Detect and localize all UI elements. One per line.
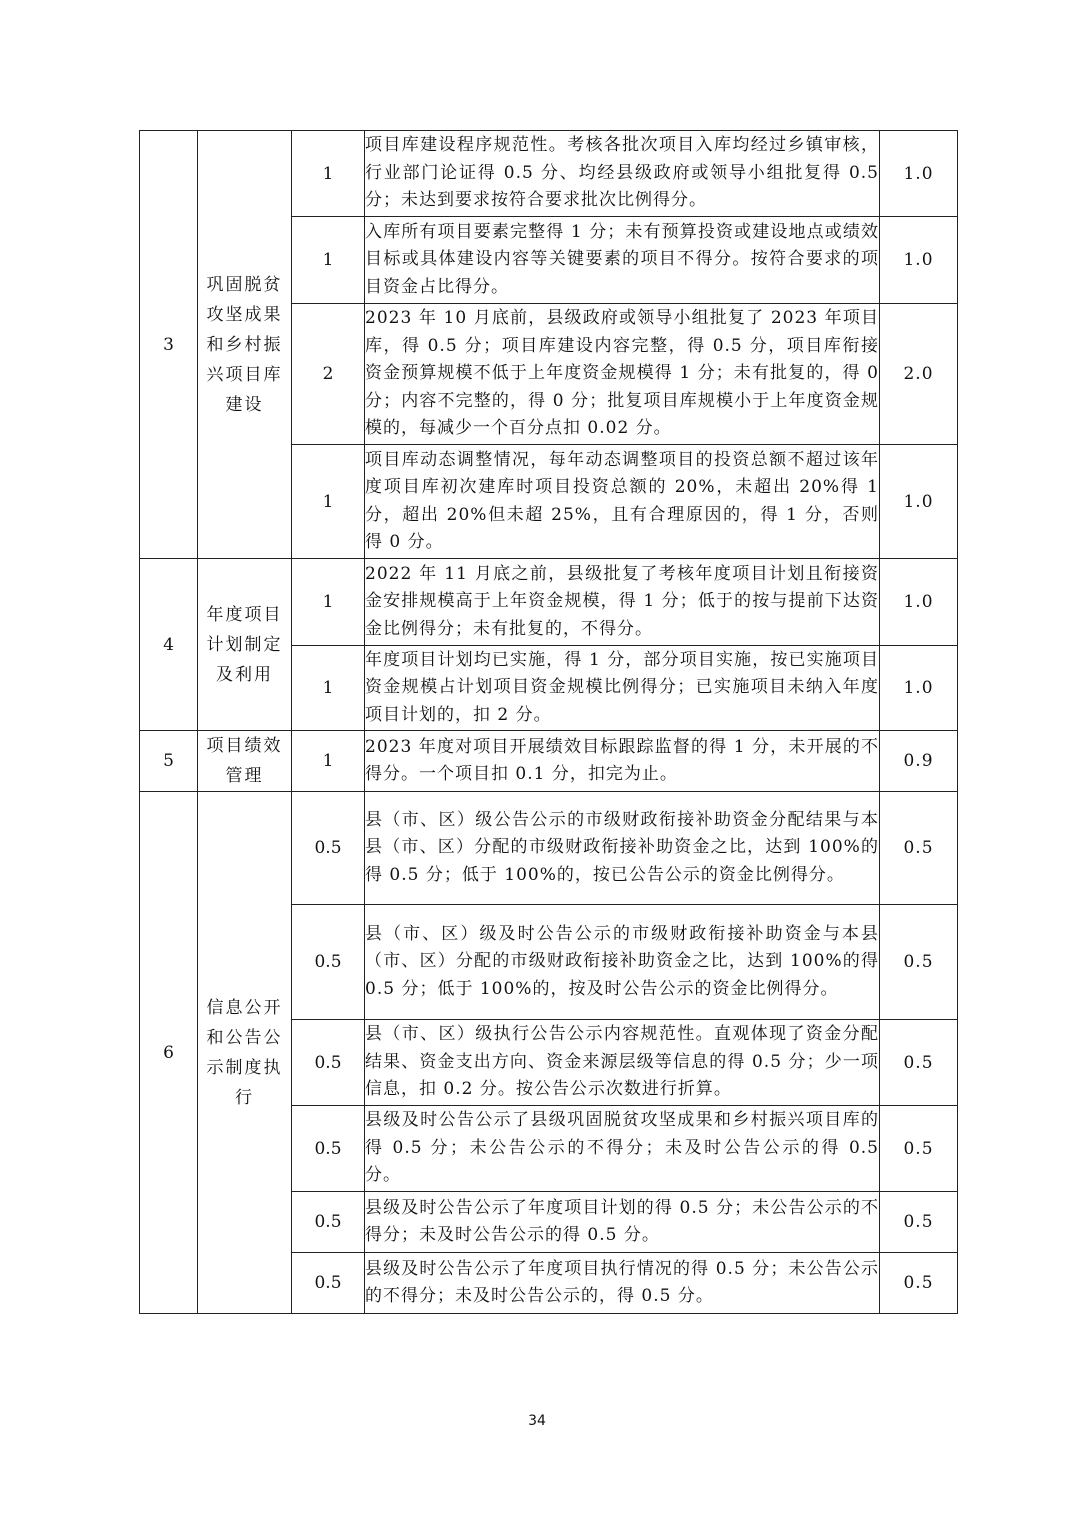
item-points: 2 xyxy=(292,304,365,445)
item-points: 1 xyxy=(292,731,365,792)
item-number: 5 xyxy=(140,731,198,792)
item-criteria: 2023 年度对项目开展绩效目标跟踪监督的得 1 分，未开展的不得分。一个项目扣 0.1 分，扣完为止。 xyxy=(365,731,880,792)
item-category: 项目绩效管理 xyxy=(198,731,292,792)
item-number: 6 xyxy=(140,792,198,1314)
item-points: 0.5 xyxy=(292,1192,365,1253)
item-points: 0.5 xyxy=(292,1253,365,1314)
item-score: 0.5 xyxy=(880,1106,958,1192)
item-score: 1.0 xyxy=(880,445,958,559)
item-criteria: 县级及时公告公示了年度项目计划的得 0.5 分；未公告公示的不得分；未及时公告公示的得 0.5 分。 xyxy=(365,1192,880,1253)
item-score: 1.0 xyxy=(880,217,958,304)
item-points: 1 xyxy=(292,131,365,217)
item-score: 1.0 xyxy=(880,559,958,646)
item-score: 0.5 xyxy=(880,1253,958,1314)
item-score: 0.5 xyxy=(880,1192,958,1253)
item-criteria: 入库所有项目要素完整得 1 分；未有预算投资或建设地点或绩效目标或具体建设内容等关键要素的项目不得分。按符合要求的项目资金占比得分。 xyxy=(365,217,880,304)
item-score: 0.5 xyxy=(880,905,958,1020)
page-number: 34 xyxy=(528,1413,546,1429)
item-score: 1.0 xyxy=(880,646,958,731)
item-points: 1 xyxy=(292,445,365,559)
item-criteria: 县级及时公告公示了年度项目执行情况的得 0.5 分；未公告公示的不得分；未及时公告公示的，得 0.5 分。 xyxy=(365,1253,880,1314)
item-criteria: 项目库建设程序规范性。考核各批次项目入库均经过乡镇审核，行业部门论证得 0.5 分、均经县级政府或领导小组批复得 0.5 分；未达到要求按符合要求批次比例得分。 xyxy=(365,131,880,217)
item-points: 0.5 xyxy=(292,792,365,905)
item-score: 0.5 xyxy=(880,1020,958,1106)
item-points: 0.5 xyxy=(292,1106,365,1192)
item-score: 0.5 xyxy=(880,792,958,905)
item-score: 2.0 xyxy=(880,304,958,445)
item-score: 1.0 xyxy=(880,131,958,217)
item-criteria: 县（市、区）级及时公告公示的市级财政衔接补助资金与本县（市、区）分配的市级财政衔接补助资金之比，达到 100%的得 0.5 分；低于 100%的，按及时公告公示的资金比例得分。 xyxy=(365,905,880,1020)
table-row xyxy=(140,731,958,792)
item-criteria: 年度项目计划均已实施，得 1 分，部分项目实施，按已实施项目资金规模占计划项目资金规模比例得分；已实施项目未纳入年度项目计划的，扣 2 分。 xyxy=(365,646,880,731)
item-number: 4 xyxy=(140,559,198,731)
item-points: 1 xyxy=(292,646,365,731)
item-number: 3 xyxy=(140,131,198,559)
item-criteria: 项目库动态调整情况，每年动态调整项目的投资总额不超过该年度项目库初次建库时项目投资总额的 20%，未超出 20%得 1 分，超出 20%但未超 25%，且有合理原因的，得 1 分，否则得 0 分。 xyxy=(365,445,880,559)
item-criteria: 县（市、区）级公告公示的市级财政衔接补助资金分配结果与本县（市、区）分配的市级财政衔接补助资金之比，达到 100%的得 0.5 分；低于 100%的，按已公告公示的资金比例得分。 xyxy=(365,792,880,905)
item-category: 信息公开和公告公示制度执行 xyxy=(198,792,292,1314)
item-criteria: 2023 年 10 月底前，县级政府或领导小组批复了 2023 年项目库，得 0.5 分；项目库建设内容完整，得 0.5 分，项目库衔接资金预算规模不低于上年度资金规模得 1 分；未有批复的，得 0 分；内容不完整的，得 0 分；批复项目库规模小于上年度资金规模的，每减少一个百分点扣 0.02 分。 xyxy=(365,304,880,445)
item-criteria: 县（市、区）级执行公告公示内容规范性。直观体现了资金分配结果、资金支出方向、资金来源层级等信息的得 0.5 分；少一项信息，扣 0.2 分。按公告公示次数进行折算。 xyxy=(365,1020,880,1106)
item-criteria: 县级及时公告公示了县级巩固脱贫攻坚成果和乡村振兴项目库的得 0.5 分；未公告公示的不得分；未及时公告公示的得 0.5 分。 xyxy=(365,1106,880,1192)
item-points: 0.5 xyxy=(292,1020,365,1106)
item-category: 年度项目计划制定及利用 xyxy=(198,559,292,731)
item-criteria: 2022 年 11 月底之前，县级批复了考核年度项目计划且衔接资金安排规模高于上年资金规模，得 1 分；低于的按与提前下达资金比例得分；未有批复的，不得分。 xyxy=(365,559,880,646)
table-row xyxy=(140,131,958,217)
table-row xyxy=(140,559,958,646)
scoring-table xyxy=(139,130,958,1314)
item-points: 1 xyxy=(292,559,365,646)
item-points: 0.5 xyxy=(292,905,365,1020)
table-row xyxy=(140,792,958,905)
item-points: 1 xyxy=(292,217,365,304)
item-category: 巩固脱贫攻坚成果和乡村振兴项目库建设 xyxy=(198,131,292,559)
item-score: 0.9 xyxy=(880,731,958,792)
